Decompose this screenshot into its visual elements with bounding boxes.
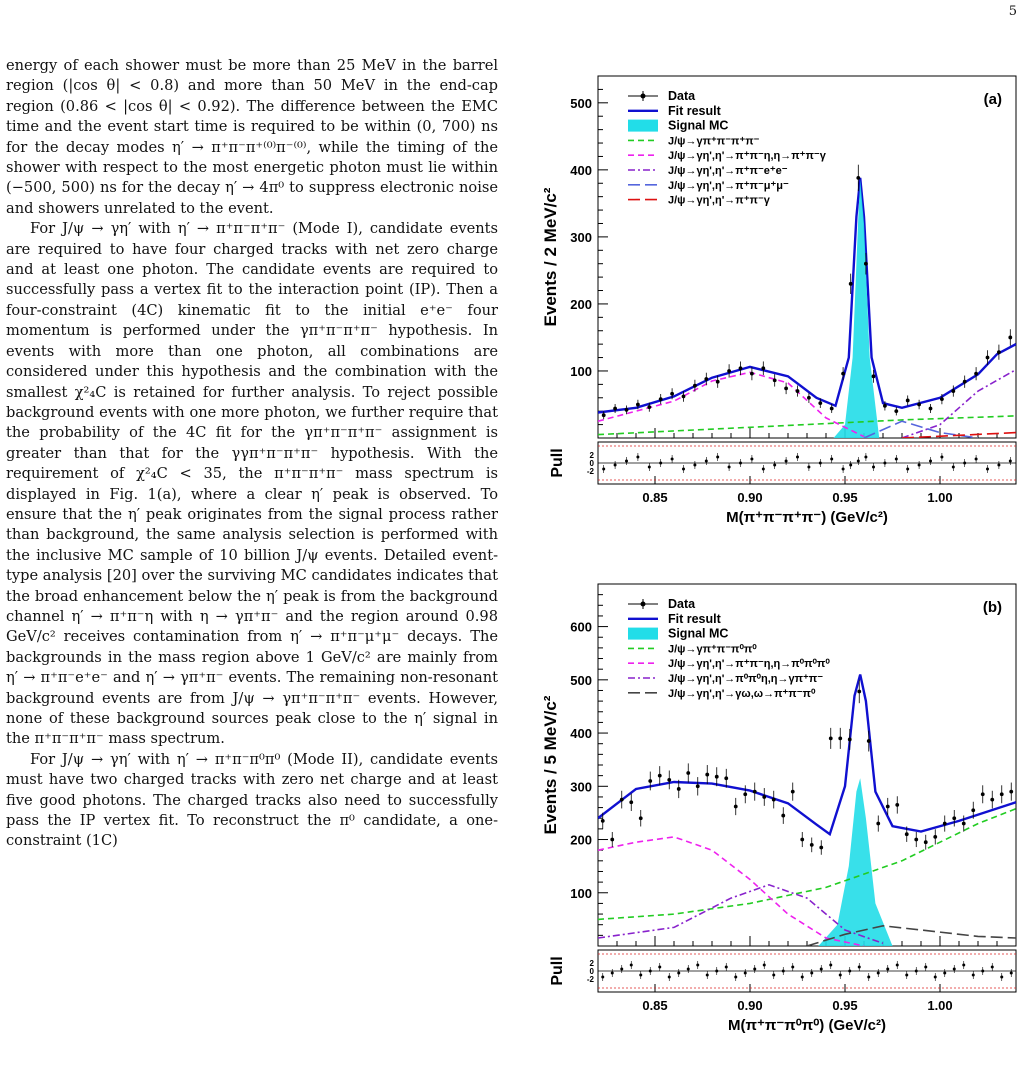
x-tick-label: 0.85	[642, 998, 668, 1013]
data-point	[963, 380, 967, 384]
data-point	[830, 407, 834, 411]
data-point	[639, 816, 643, 820]
pull-tick-label: -2	[586, 467, 594, 476]
data-point	[829, 736, 833, 740]
data-point	[739, 366, 743, 370]
data-point	[838, 736, 842, 740]
legend-key-fill	[628, 120, 658, 132]
legend-label: Fit result	[668, 611, 721, 626]
legend-key-data	[641, 602, 646, 607]
data-point	[686, 771, 690, 775]
y-tick-label: 400	[570, 726, 592, 742]
data-point	[924, 840, 928, 844]
data-point	[886, 805, 890, 809]
data-point	[791, 790, 795, 794]
legend-label: J/ψ→γη',η'→π⁺π⁻e⁺e⁻	[668, 165, 788, 177]
data-point	[864, 262, 868, 266]
x-axis-title: M(π⁺π⁻π⁰π⁰) (GeV/c²)	[728, 1017, 886, 1034]
panel-label: (a)	[983, 91, 1002, 108]
data-point	[762, 795, 766, 799]
figure-panel-b	[536, 578, 1026, 1042]
data-point	[997, 350, 1001, 354]
chart-b	[536, 578, 1026, 1038]
data-point	[1009, 790, 1013, 794]
data-point	[895, 803, 899, 807]
data-point	[610, 838, 614, 842]
legend-label: Signal MC	[668, 118, 729, 133]
pull-tick-label: -2	[586, 975, 594, 984]
y-tick-label: 400	[570, 162, 592, 178]
pull-axis-title: Pull	[549, 448, 566, 478]
y-axis-title: Events / 5 MeV/c²	[541, 695, 560, 835]
data-point	[1008, 336, 1012, 340]
data-point	[670, 392, 674, 396]
data-point	[724, 776, 728, 780]
legend-label: Signal MC	[668, 626, 729, 641]
data-point	[951, 389, 955, 393]
data-point	[800, 838, 804, 842]
data-point	[772, 798, 776, 802]
legend-label: Fit result	[668, 103, 721, 118]
main-frame	[598, 76, 1016, 438]
legend-key-data	[641, 94, 646, 99]
series-line	[598, 809, 1016, 920]
x-tick-label: 0.85	[642, 490, 668, 505]
y-tick-label: 100	[570, 363, 592, 379]
data-point	[682, 395, 686, 399]
data-point	[773, 378, 777, 382]
y-tick-label: 600	[570, 619, 592, 635]
plot-area	[598, 675, 1016, 947]
data-point	[952, 816, 956, 820]
data-point	[810, 843, 814, 847]
paragraph-1: energy of each shower must be more than 25 MeV in the barrel region (|cos θ| < 0.8) and more than 50 MeV in the end-cap region (0.86 < |cos θ| < 0.92). The difference between the EMC time and the event start time is required to be within (0, 700) ns for the decay modes η′ → π⁺π⁻π⁺⁽⁰⁾π⁻⁽⁰⁾, while the timing of the shower with respect to the most energetic photon must lie within (−500, 500) ns for the decay η′ → 4π⁰ to suppress electronic noise and showers unrelated to the event.	[6, 57, 498, 217]
figure-panel-a	[536, 70, 1026, 534]
data-point	[696, 784, 700, 788]
data-point	[705, 773, 709, 777]
data-point	[867, 739, 871, 743]
data-point	[848, 738, 852, 742]
panel-label: (b)	[982, 599, 1002, 616]
data-point	[894, 409, 898, 413]
data-point	[796, 389, 800, 393]
paragraph-2: For J/ψ → γη′ with η′ → π⁺π⁻π⁺π⁻ (Mode I), candidate events are required to have four charged tracks with net zero charge and at least one photon. The candidate events are required to successfully pass a vertex fit to the interaction point (IP). Then a four-constraint (4C) kinematic fit to the initial e⁺e⁻ four momentum is performed under the γπ⁺π⁻π⁺π⁻ hypothesis. In events with more than one photon, all combinations are considered under this hypothesis and the combination with the smallest χ²₄C is retained for further analysis. To reject possible background events with one more photon, we further require that the probability of the 4C fit for the γπ⁺π⁻π⁺π⁻ assignment is greater than that for the γγπ⁺π⁻π⁺π⁻ hypothesis. With the requirement of χ²₄C < 35, the π⁺π⁻π⁺π⁻ mass spectrum is displayed in Fig. 1(a), where a clear η′ peak is observed. To ensure that the η′ peak originates from the signal process rather than background, the same analysis selection is performed with the inclusive MC sample of 10 billion J/ψ events. Detailed event-type analysis [20] over the surviving MC candidates indicates that the broad enhancement below the η′ peak is from the background channel η′ → π⁺π⁻η with η → γπ⁺π⁻ and the region around 0.98 GeV/c² receives contamination from η′ → π⁺π⁻μ⁺μ⁻ decays. The backgrounds in the mass region above 1 GeV/c² are mainly from η′ → π⁺π⁻e⁺e⁻ and η′ → γπ⁺π⁻ events. The remaining non-resonant background events are from J/ψ → γπ⁺π⁻π⁺π⁻ events. However, none of these background sources peak close to the η′ signal in the π⁺π⁻π⁺π⁻ mass spectrum.	[6, 220, 498, 748]
legend-label: J/ψ→γη',η'→π⁺π⁻μ⁺μ⁻	[668, 179, 789, 192]
x-tick-label: 0.90	[737, 490, 763, 505]
data-point	[784, 386, 788, 390]
data-point	[629, 800, 633, 804]
data-point	[693, 384, 697, 388]
body-text-column	[6, 56, 498, 852]
legend-label: J/ψ→γπ⁺π⁻π⁺π⁻	[668, 135, 760, 148]
y-tick-label: 100	[570, 885, 592, 901]
data-point	[883, 404, 887, 408]
data-point	[659, 397, 663, 401]
data-point	[905, 832, 909, 836]
data-point	[761, 366, 765, 370]
data-point	[602, 413, 606, 417]
data-point	[818, 401, 822, 405]
series-line	[598, 837, 864, 946]
data-point	[620, 798, 624, 802]
legend-key-fill	[628, 628, 658, 640]
x-tick-label: 0.95	[832, 490, 858, 505]
page-number: 5	[1008, 4, 1017, 19]
data-point	[876, 822, 880, 826]
data-point	[986, 356, 990, 360]
data-point	[906, 399, 910, 403]
legend-label: J/ψ→γη',η'→π⁺π⁻γ	[668, 194, 770, 207]
data-point	[974, 372, 978, 376]
data-point	[1000, 792, 1004, 796]
y-tick-label: 300	[570, 229, 592, 245]
data-point	[962, 822, 966, 826]
chart-a	[536, 70, 1026, 530]
x-tick-label: 1.00	[927, 490, 953, 505]
data-point	[849, 282, 853, 286]
data-point	[857, 690, 861, 694]
pull-tick-label: 0	[589, 967, 594, 976]
pull-tick-label: 2	[589, 959, 594, 968]
data-point	[677, 787, 681, 791]
pull-tick-label: 2	[589, 451, 594, 460]
data-point	[753, 790, 757, 794]
legend-label: J/ψ→γη',η'→π⁺π⁻η,η→π⁺π⁻γ	[668, 150, 826, 163]
y-tick-label: 500	[570, 95, 592, 111]
x-axis-title: M(π⁺π⁻π⁺π⁻) (GeV/c²)	[726, 509, 888, 526]
data-point	[613, 407, 617, 411]
data-point	[750, 372, 754, 376]
series-line	[598, 178, 1016, 413]
y-tick-label: 300	[570, 779, 592, 795]
data-point	[933, 835, 937, 839]
legend-label: J/ψ→γπ⁺π⁻π⁰π⁰	[668, 643, 757, 656]
data-point	[734, 805, 738, 809]
y-tick-label: 200	[570, 832, 592, 848]
y-axis-title: Events / 2 MeV/c²	[541, 187, 560, 327]
legend-label: J/ψ→γη',η'→π⁰π⁰η,η→γπ⁺π⁻	[668, 673, 824, 685]
legend-label: Data	[668, 597, 696, 611]
pull-tick-label: 0	[589, 459, 594, 468]
data-point	[648, 779, 652, 783]
legend-label: Data	[668, 89, 696, 103]
data-point	[819, 846, 823, 850]
data-point	[917, 403, 921, 407]
data-point	[807, 396, 811, 400]
data-point	[971, 808, 975, 812]
data-point	[715, 775, 719, 779]
y-tick-label: 200	[570, 296, 592, 312]
data-point	[872, 374, 876, 378]
plot-area	[598, 165, 1016, 438]
data-point	[704, 377, 708, 381]
data-point	[743, 792, 747, 796]
series-line	[598, 416, 1016, 435]
y-tick-label: 500	[570, 672, 592, 688]
data-point	[856, 176, 860, 180]
data-point	[929, 407, 933, 411]
data-point	[781, 814, 785, 818]
data-point	[625, 408, 629, 412]
data-point	[940, 397, 944, 401]
x-tick-label: 1.00	[927, 998, 953, 1013]
data-point	[841, 372, 845, 376]
paragraph-3: For J/ψ → γη′ with η′ → π⁺π⁻π⁰π⁰ (Mode II), candidate events must have two charged tracks with zero net charge and at least five good photons. The charged tracks also need to successfully pass the IP vertex fit. To reconstruct the π⁰ candidate, a one-constraint (1C)	[6, 750, 498, 850]
legend-label: J/ψ→γη',η'→π⁺π⁻η,η→π⁰π⁰π⁰	[668, 658, 830, 671]
data-point	[990, 798, 994, 802]
data-point	[636, 403, 640, 407]
pull-axis-title: Pull	[549, 956, 566, 986]
legend-label: J/ψ→γη',η'→γω,ω→π⁺π⁻π⁰	[668, 687, 816, 700]
data-point	[981, 792, 985, 796]
data-point	[943, 822, 947, 826]
data-point	[667, 778, 671, 782]
data-point	[914, 838, 918, 842]
data-point	[727, 369, 731, 373]
data-point	[658, 774, 662, 778]
data-point	[716, 380, 720, 384]
x-tick-label: 0.95	[832, 998, 858, 1013]
x-tick-label: 0.90	[737, 998, 763, 1013]
data-point	[601, 819, 605, 823]
data-point	[647, 405, 651, 409]
